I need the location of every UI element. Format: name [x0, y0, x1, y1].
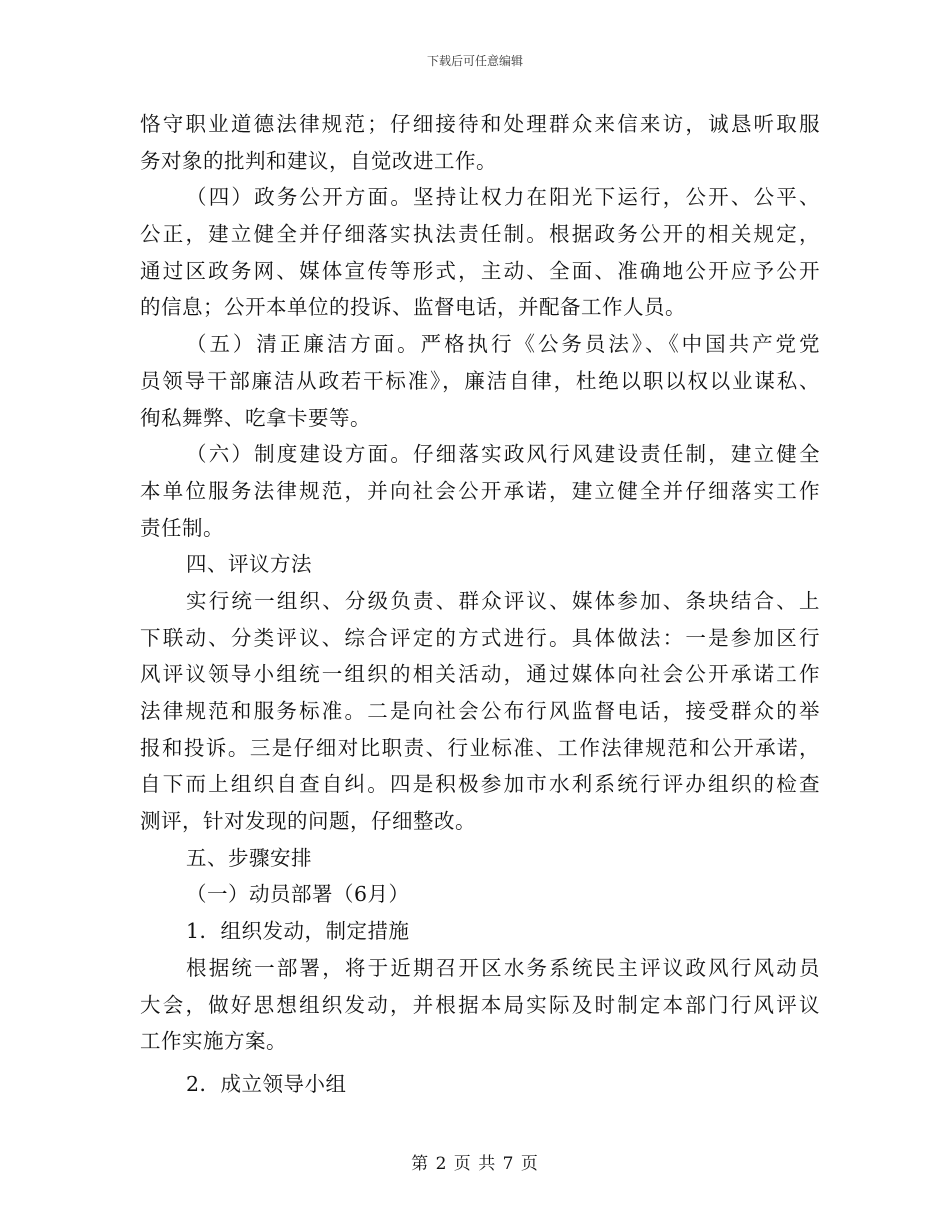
page-header: 下载后可任意编辑 — [426, 54, 523, 68]
page-number: 第 2 页 共 7 页 — [411, 1154, 539, 1174]
text-line: 通过区政务网、媒体宣传等形式，主动、全面、准确地公开应予公开 — [140, 258, 820, 283]
document-body — [140, 106, 820, 1103]
text-line: 的信息；公开本单位的投诉、监督电话，并配备工作人员。 — [140, 295, 686, 320]
text-line: 大会，做好思想组织发动，并根据本局实际及时制定本部门行风评议 — [140, 992, 820, 1017]
text-line: 法律规范和服务标准。二是向社会公布行风监督电话，接受群众的举 — [140, 699, 820, 723]
text-line: 风评议领导小组统一组织的相关活动，通过媒体向社会公开承诺工作 — [140, 662, 820, 687]
text-line: 本单位服务法律规范，并向社会公开承诺，建立健全并仔细落实工作 — [140, 478, 820, 503]
item-heading: 1．组织发动，制定措施 — [186, 919, 410, 944]
paragraph-start: （四）政务公开方面。坚持让权力在阳光下运行，公开、公平、 — [186, 185, 820, 210]
paragraph-start: 实行统一组织、分级负责、群众评议、媒体参加、条块结合、上 — [186, 588, 820, 613]
paragraph-start: 根据统一部署，将于近期召开区水务系统民主评议政风行风动员 — [186, 955, 820, 980]
section-heading: 五、步骤安排 — [186, 845, 312, 870]
text-line: 工作实施方案。 — [140, 1029, 287, 1054]
subsection-heading: （一）动员部署（6月） — [186, 882, 410, 907]
text-line: 自下而上组织自查自纠。四是积极参加市水利系统行评办组织的检查 — [140, 772, 820, 797]
paragraph-start: （六）制度建设方面。仔细落实政风行风建设责任制，建立健全 — [186, 442, 820, 467]
text-line: 报和投诉。三是仔细对比职责、行业标准、工作法律规范和公开承诺， — [140, 735, 820, 760]
paragraph-start: （五）清正廉洁方面。严格执行《公务员法》、《中国共产党党 — [186, 332, 820, 357]
text-line: 下联动、分类评议、综合评定的方式进行。具体做法：一是参加区行 — [140, 625, 820, 650]
text-line: 务对象的批判和建议，自觉改进工作。 — [140, 148, 497, 173]
section-heading: 四、评议方法 — [186, 552, 312, 577]
item-heading: 2．成立领导小组 — [186, 1071, 347, 1096]
text-line: 公正，建立健全并仔细落实执法责任制。根据政务公开的相关规定， — [140, 222, 820, 247]
text-line: 测评，针对发现的问题，仔细整改。 — [140, 809, 476, 834]
text-line: 员领导干部廉洁从政若干标准》，廉洁自律，杜绝以职以权以业谋私、 — [140, 368, 820, 393]
text-line: 恪守职业道德法律规范；仔细接待和处理群众来信来访，诚恳听取服 — [140, 112, 820, 136]
text-line: 责任制。 — [140, 515, 224, 540]
text-line: 徇私舞弊、吃拿卡要等。 — [140, 405, 371, 430]
